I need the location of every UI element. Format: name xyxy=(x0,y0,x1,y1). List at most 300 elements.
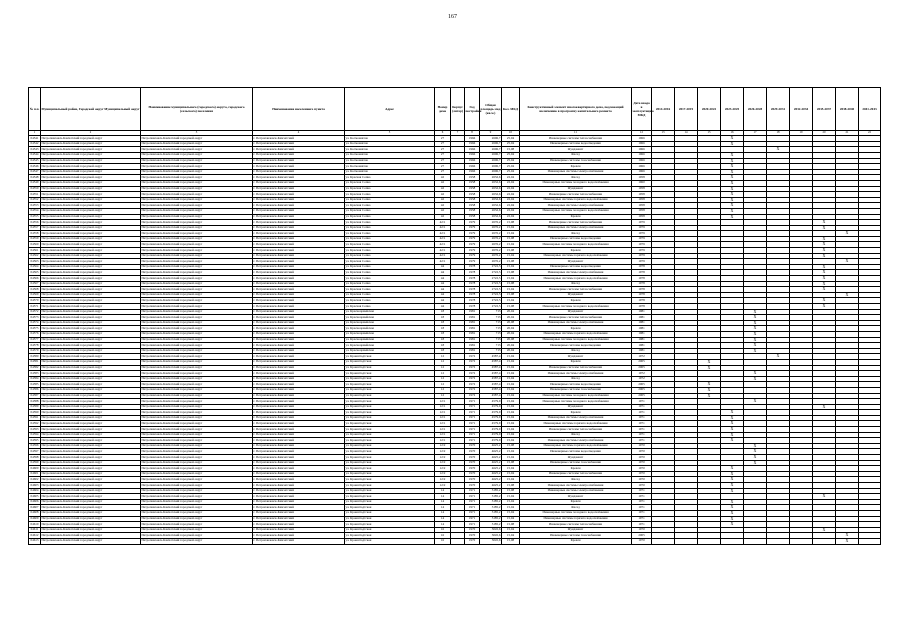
settlement-cell: Петропавловск-Камчатский городской округ xyxy=(141,208,253,214)
settlement-cell: Петропавловск-Камчатский городской округ xyxy=(141,164,253,170)
settlement-cell: Петропавловск-Камчатский городской округ xyxy=(141,315,253,321)
work-cell: Инженерные системы холодного водоснабжения xyxy=(520,393,632,399)
locality-cell: г. Петропавловск-Камчатский xyxy=(253,499,345,505)
header-work: Конструктивный элемент многоквартирного дома, подлежащий включению в программу капитального ремонта xyxy=(520,88,632,131)
locality-cell: г. Петропавловск-Камчатский xyxy=(253,175,345,181)
district-cell: Петропавловск-Камчатский городской округ xyxy=(41,438,141,444)
date-cell: 1971 xyxy=(632,421,652,427)
count-cell: 15,08 xyxy=(502,248,520,254)
locality-cell: г. Петропавловск-Камчатский xyxy=(253,147,345,153)
house-cell: 18 xyxy=(435,343,451,349)
settlement-cell: Петропавловск-Камчатский городской округ xyxy=(141,136,253,142)
area-cell: 2606,7 xyxy=(480,158,502,164)
year-cell: 1966 xyxy=(465,158,480,164)
date-cell: 1971 xyxy=(632,488,652,494)
area-cell: 4587,4 xyxy=(480,354,502,360)
row-number: 04585 xyxy=(29,382,41,388)
count-cell: 15,04 xyxy=(502,415,520,421)
area-cell: 2722,5 xyxy=(480,276,502,282)
street-cell: ул. Кронштадтская xyxy=(345,415,435,421)
street-cell: ул. Кронштадтская xyxy=(345,488,435,494)
work-cell: Фундамент xyxy=(520,292,632,298)
year-cell: 1971 xyxy=(465,438,480,444)
row-number: 04550 xyxy=(29,186,41,192)
period-mark-cell xyxy=(698,538,721,544)
year-cell: 1978 xyxy=(465,264,480,270)
house-cell: 12/1 xyxy=(435,410,451,416)
district-cell: Петропавловск-Камчатский городской округ xyxy=(41,499,141,505)
row-number: 04593 xyxy=(29,427,41,433)
date-cell: 2005 xyxy=(632,387,652,393)
work-cell: Фундамент xyxy=(520,186,632,192)
house-cell: 12/2 xyxy=(435,443,451,449)
date-cell: 1970 xyxy=(632,455,652,461)
date-cell: 1971 xyxy=(632,510,652,516)
period-mark: X xyxy=(730,509,734,515)
row-number: 04561 xyxy=(29,248,41,254)
period-mark-cell xyxy=(675,538,698,544)
row-number: 04602 xyxy=(29,477,41,483)
year-cell: 1978 xyxy=(465,292,480,298)
district-cell: Петропавловск-Камчатский городской округ xyxy=(41,186,141,192)
area-cell: 2606,7 xyxy=(480,152,502,158)
corpus-cell xyxy=(451,538,465,544)
date-cell: 1978 xyxy=(632,298,652,304)
house-cell: 12/1 xyxy=(435,404,451,410)
district-cell: Петропавловск-Камчатский городской округ xyxy=(41,242,141,248)
street-cell: ул. Космонавтов xyxy=(345,141,435,147)
year-cell: 1971 xyxy=(465,410,480,416)
district-cell: Петропавловск-Камчатский городской округ xyxy=(41,455,141,461)
area-cell: 2632,6 xyxy=(480,208,502,214)
count-cell: 15,04 xyxy=(502,499,520,505)
house-cell: 18 xyxy=(435,315,451,321)
house-cell: 42/1 xyxy=(435,253,451,259)
house-cell: 42/1 xyxy=(435,220,451,226)
street-cell: ул. Красная Сопка xyxy=(345,253,435,259)
period-mark: X xyxy=(753,342,757,348)
settlement-cell: Петропавловск-Камчатский городской округ xyxy=(141,264,253,270)
work-cell: Фундамент xyxy=(520,527,632,533)
period-mark: X xyxy=(730,437,734,443)
district-cell: Петропавловск-Камчатский городской округ xyxy=(41,404,141,410)
count-cell: 15,04 xyxy=(502,533,520,539)
area-cell: 2606,7 xyxy=(480,147,502,153)
locality-cell: г. Петропавловск-Камчатский xyxy=(253,276,345,282)
date-cell: 1979 xyxy=(632,220,652,226)
work-cell: Фасад xyxy=(520,348,632,354)
count-cell: 15,04 xyxy=(502,287,520,293)
settlement-cell: Петропавловск-Камчатский городской округ xyxy=(141,259,253,265)
date-cell: 1971 xyxy=(632,438,652,444)
period-mark: X xyxy=(753,459,757,465)
area-cell: 4579,9 xyxy=(480,404,502,410)
period-mark: X xyxy=(730,168,734,174)
date-cell: 1970 xyxy=(632,477,652,483)
locality-cell: г. Петропавловск-Камчатский xyxy=(253,231,345,237)
house-cell: 42 xyxy=(435,192,451,198)
work-cell: Инженерные системы водоотведения xyxy=(520,141,632,147)
date-cell: 1970 xyxy=(632,471,652,477)
count-cell: 15,08 xyxy=(502,460,520,466)
period-mark-cell xyxy=(790,538,813,544)
year-cell: 1970 xyxy=(465,538,480,544)
street-cell: ул. Космонавтов xyxy=(345,158,435,164)
locality-cell: г. Петропавловск-Камчатский xyxy=(253,253,345,259)
house-cell: 27 xyxy=(435,152,451,158)
header-date: Дата ввода в эксплуатацию МКД xyxy=(632,88,652,131)
district-cell: Петропавловск-Камчатский городской округ xyxy=(41,236,141,242)
work-cell: Кровля xyxy=(520,466,632,472)
year-cell: 1978 xyxy=(465,270,480,276)
year-cell: 1979 xyxy=(465,225,480,231)
count-cell: 15,04 xyxy=(502,471,520,477)
period-mark: X xyxy=(822,303,826,308)
count-cell: 15,08 xyxy=(502,147,520,153)
work-cell: Инженерные системы водоотведения xyxy=(520,449,632,455)
locality-cell: г. Петропавловск-Камчатский xyxy=(253,471,345,477)
period-mark: X xyxy=(753,325,757,331)
count-cell: 25,04 xyxy=(502,136,520,142)
column-number: 21 xyxy=(836,131,859,136)
row-number: 04542 xyxy=(29,141,41,147)
year-cell: 1971 xyxy=(465,499,480,505)
row-number: 04589 xyxy=(29,404,41,410)
settlement-cell: Петропавловск-Камчатский городской округ xyxy=(141,180,253,186)
row-number: 04609 xyxy=(29,516,41,522)
year-cell: 1970 xyxy=(465,483,480,489)
date-cell: 1966 xyxy=(632,158,652,164)
header-address: Адрес xyxy=(345,88,435,131)
district-cell: Петропавловск-Камчатский городской округ xyxy=(41,292,141,298)
area-cell: 2632,6 xyxy=(480,186,502,192)
district-cell: Петропавловск-Камчатский городской округ xyxy=(41,192,141,198)
district-cell: Петропавловск-Камчатский городской округ xyxy=(41,164,141,170)
house-cell: 12 xyxy=(435,365,451,371)
year-cell: 1966 xyxy=(465,136,480,142)
locality-cell: г. Петропавловск-Камчатский xyxy=(253,164,345,170)
period-mark: X xyxy=(730,431,734,437)
row-number: 04571 xyxy=(29,304,41,310)
date-cell: 1970 xyxy=(632,449,652,455)
district-cell: Петропавловск-Камчатский городской округ xyxy=(41,220,141,226)
period-mark: X xyxy=(730,521,734,527)
column-number: 7 xyxy=(451,131,465,136)
date-cell: 1978 xyxy=(632,281,652,287)
count-cell: 22,04 xyxy=(502,186,520,192)
area-cell: 4587,4 xyxy=(480,382,502,388)
street-cell: ул. Красная Сопка xyxy=(345,281,435,287)
area-cell: 3185,2 xyxy=(480,510,502,516)
period-mark: X xyxy=(753,454,757,460)
year-cell: 1970 xyxy=(465,527,480,533)
count-cell: 20,08 xyxy=(502,320,520,326)
count-cell: 15,04 xyxy=(502,399,520,405)
period-mark: X xyxy=(730,151,734,157)
settlement-cell: Петропавловск-Камчатский городской округ xyxy=(141,147,253,153)
table-header xyxy=(29,88,881,136)
column-number: 19 xyxy=(790,131,813,136)
locality-cell: г. Петропавловск-Камчатский xyxy=(253,443,345,449)
work-cell: Кровля xyxy=(520,214,632,220)
settlement-cell: Петропавловск-Камчатский городской округ xyxy=(141,371,253,377)
work-cell: Фундамент xyxy=(520,147,632,153)
row-number: 04555 xyxy=(29,214,41,220)
row-number: 04601 xyxy=(29,471,41,477)
house-cell: 44 xyxy=(435,276,451,282)
district-cell: Петропавловск-Камчатский городской округ xyxy=(41,180,141,186)
district-cell: Петропавловск-Камчатский городской округ xyxy=(41,304,141,310)
area-cell: 4587,4 xyxy=(480,387,502,393)
period-mark: X xyxy=(730,482,734,487)
work-cell: Кровля xyxy=(520,164,632,170)
row-number: 04567 xyxy=(29,281,41,287)
locality-cell: г. Петропавловск-Камчатский xyxy=(253,410,345,416)
area-cell: 4587,4 xyxy=(480,365,502,371)
street-cell: ул. Красноармейская xyxy=(345,309,435,315)
row-number: 04576 xyxy=(29,331,41,337)
street-cell: ул. Кронштадтская xyxy=(345,371,435,377)
date-cell: 1958 xyxy=(632,186,652,192)
row-number: 04608 xyxy=(29,510,41,516)
locality-cell: г. Петропавловск-Камчатский xyxy=(253,158,345,164)
count-cell: 15,04 xyxy=(502,510,520,516)
year-cell: 1979 xyxy=(465,220,480,226)
settlement-cell: Петропавловск-Камчатский городской округ xyxy=(141,533,253,539)
year-cell: 1972 xyxy=(465,387,480,393)
count-cell: 25,04 xyxy=(502,152,520,158)
row-number: 04582 xyxy=(29,365,41,371)
work-cell: Инженерные системы газоснабжения xyxy=(520,158,632,164)
street-cell: ул. Красная Сопка xyxy=(345,175,435,181)
year-cell: 1978 xyxy=(465,287,480,293)
locality-cell: г. Петропавловск-Камчатский xyxy=(253,494,345,500)
settlement-cell: Петропавловск-Камчатский городской округ xyxy=(141,483,253,489)
locality-cell: г. Петропавловск-Камчатский xyxy=(253,455,345,461)
date-cell: 1971 xyxy=(632,516,652,522)
count-cell: 15,08 xyxy=(502,538,520,544)
period-mark: X xyxy=(845,230,849,236)
area-cell: 2722,5 xyxy=(480,287,502,293)
area-cell: 4579,9 xyxy=(480,415,502,421)
district-cell: Петропавловск-Камчатский городской округ xyxy=(41,510,141,516)
year-cell: 1971 xyxy=(465,427,480,433)
column-number: 10 xyxy=(502,131,520,136)
row-number: 04598 xyxy=(29,455,41,461)
locality-cell: г. Петропавловск-Камчатский xyxy=(253,259,345,265)
work-cell: Фасад xyxy=(520,505,632,511)
work-cell: Кровля xyxy=(520,410,632,416)
year-cell: 1972 xyxy=(465,354,480,360)
district-cell: Петропавловск-Камчатский городской округ xyxy=(41,471,141,477)
settlement-cell: Петропавловск-Камчатский городской округ xyxy=(141,158,253,164)
locality-cell: г. Петропавловск-Камчатский xyxy=(253,488,345,494)
street-cell: ул. Красноармейская xyxy=(345,343,435,349)
district-cell: Петропавловск-Камчатский городской округ xyxy=(41,477,141,483)
period-mark: X xyxy=(753,442,757,448)
house-cell: 27 xyxy=(435,141,451,147)
locality-cell: г. Петропавловск-Камчатский xyxy=(253,359,345,365)
date-cell: 1970 xyxy=(632,527,652,533)
house-cell: 27 xyxy=(435,164,451,170)
date-cell: 1966 xyxy=(632,136,652,142)
period-mark-cell xyxy=(813,538,836,544)
column-number: 6 xyxy=(435,131,451,136)
date-cell: 1958 xyxy=(632,214,652,220)
period-mark: X xyxy=(753,336,757,342)
row-number: 04544 xyxy=(29,152,41,158)
year-cell: 1966 xyxy=(465,164,480,170)
work-cell: Инженерные системы холодного водоснабжения xyxy=(520,399,632,405)
row-number: 04580 xyxy=(29,354,41,360)
house-cell: 42/1 xyxy=(435,236,451,242)
row-number: 04591 xyxy=(29,415,41,421)
year-cell: 1978 xyxy=(465,304,480,310)
row-number: 04611 xyxy=(29,527,41,533)
date-cell: 1960 xyxy=(632,180,652,186)
district-cell: Петропавловск-Камчатский городской округ xyxy=(41,410,141,416)
settlement-cell: Петропавловск-Камчатский городской округ xyxy=(141,432,253,438)
count-cell: 22,04 xyxy=(502,175,520,181)
year-cell: 1958 xyxy=(465,203,480,209)
count-cell: 20,04 xyxy=(502,315,520,321)
column-number: 12 xyxy=(632,131,652,136)
house-cell: 42/1 xyxy=(435,248,451,254)
date-cell: 1970 xyxy=(632,538,652,544)
count-cell: 15,04 xyxy=(502,455,520,461)
street-cell: ул. Кронштадтская xyxy=(345,510,435,516)
street-cell: ул. Красная Сопка xyxy=(345,248,435,254)
area-cell: 2722,5 xyxy=(480,304,502,310)
locality-cell: г. Петропавловск-Камчатский xyxy=(253,343,345,349)
row-number: 04596 xyxy=(29,443,41,449)
period-mark: X xyxy=(730,498,734,504)
date-cell: 1970 xyxy=(632,443,652,449)
house-cell: 42 xyxy=(435,180,451,186)
area-cell: 4579,9 xyxy=(480,427,502,433)
locality-cell: г. Петропавловск-Камчатский xyxy=(253,354,345,360)
header-settlement: Наименование муниципального (городского) округа, городского (сельского) поселения xyxy=(141,88,253,131)
period-mark-cell xyxy=(744,538,767,544)
year-cell: 1981 xyxy=(465,331,480,337)
row-number: 04613 xyxy=(29,538,41,544)
house-cell: 18 xyxy=(435,309,451,315)
district-cell: Петропавловск-Камчатский городской округ xyxy=(41,371,141,377)
column-number: 14 xyxy=(675,131,698,136)
year-cell: 1970 xyxy=(465,460,480,466)
year-cell: 1972 xyxy=(465,376,480,382)
street-cell: ул. Красная Сопка xyxy=(345,242,435,248)
work-cell: Инженерные системы электроснабжения xyxy=(520,371,632,377)
locality-cell: г. Петропавловск-Камчатский xyxy=(253,387,345,393)
street-cell: ул. Красная Сопка xyxy=(345,259,435,265)
date-cell: 1979 xyxy=(632,253,652,259)
house-cell: 42/1 xyxy=(435,231,451,237)
count-cell: 15,04 xyxy=(502,387,520,393)
area-cell: 2676,2 xyxy=(480,236,502,242)
period-mark: X xyxy=(822,493,826,499)
count-cell: 15,08 xyxy=(502,304,520,310)
period-mark: X xyxy=(730,426,734,432)
year-cell: 1971 xyxy=(465,404,480,410)
work-cell: Инженерные системы теплоснабжения xyxy=(520,136,632,142)
house-cell: 18 xyxy=(435,348,451,354)
street-cell: ул. Кронштадтская xyxy=(345,443,435,449)
period-mark: X xyxy=(822,297,826,303)
row-number: 04563 xyxy=(29,259,41,265)
period-mark: X xyxy=(822,403,826,409)
settlement-cell: Петропавловск-Камчатский городской округ xyxy=(141,220,253,226)
date-cell: 2005 xyxy=(632,359,652,365)
house-cell: 42/1 xyxy=(435,225,451,231)
date-cell: 1978 xyxy=(632,270,652,276)
house-cell: 14 xyxy=(435,516,451,522)
date-cell: 2005 xyxy=(632,365,652,371)
area-cell: 3045,6 xyxy=(480,527,502,533)
count-cell: 22,04 xyxy=(502,214,520,220)
area-cell: 2722,5 xyxy=(480,298,502,304)
street-cell: ул. Космонавтов xyxy=(345,136,435,142)
settlement-cell: Петропавловск-Камчатский городской округ xyxy=(141,320,253,326)
table-row xyxy=(29,538,881,544)
column-number: 17 xyxy=(744,131,767,136)
locality-cell: г. Петропавловск-Камчатский xyxy=(253,203,345,209)
work-cell: Кровля xyxy=(520,359,632,365)
area-cell: 2722,5 xyxy=(480,292,502,298)
work-cell: Фасад xyxy=(520,175,632,181)
year-cell: 1958 xyxy=(465,180,480,186)
row-number: 04566 xyxy=(29,276,41,282)
date-cell: 1966 xyxy=(632,164,652,170)
work-cell: Фасад xyxy=(520,477,632,483)
period-mark: X xyxy=(822,263,826,269)
period-mark-cell xyxy=(767,538,790,544)
area-cell: 4625,2 xyxy=(480,443,502,449)
date-cell: 2005 xyxy=(632,533,652,539)
column-number: 4 xyxy=(253,131,345,136)
house-cell: 18 xyxy=(435,326,451,332)
locality-cell: г. Петропавловск-Камчатский xyxy=(253,264,345,270)
column-number: 13 xyxy=(652,131,675,136)
work-cell: Инженерные системы электроснабжения xyxy=(520,203,632,209)
year-cell: 1971 xyxy=(465,432,480,438)
date-cell: 1958 xyxy=(632,175,652,181)
area-cell: 2722,5 xyxy=(480,264,502,270)
settlement-cell: Петропавловск-Камчатский городской округ xyxy=(141,359,253,365)
date-cell: 1966 xyxy=(632,147,652,153)
row-number: 04547 xyxy=(29,169,41,175)
house-cell: 14 xyxy=(435,522,451,528)
column-number: 2 xyxy=(41,131,141,136)
count-cell: 15,08 xyxy=(502,220,520,226)
locality-cell: г. Петропавловск-Камчатский xyxy=(253,208,345,214)
district-cell: Петропавловск-Камчатский городской округ xyxy=(41,158,141,164)
count-cell: 15,04 xyxy=(502,393,520,399)
settlement-cell: Петропавловск-Камчатский городской округ xyxy=(141,449,253,455)
street-cell: ул. Кронштадтская xyxy=(345,410,435,416)
district-cell: Петропавловск-Камчатский городской округ xyxy=(41,533,141,539)
locality-cell: г. Петропавловск-Камчатский xyxy=(253,516,345,522)
count-cell: 15,08 xyxy=(502,236,520,242)
locality-cell: г. Петропавловск-Камчатский xyxy=(253,180,345,186)
district-cell: Петропавловск-Камчатский городской округ xyxy=(41,483,141,489)
district-cell: Петропавловск-Камчатский городской округ xyxy=(41,399,141,405)
settlement-cell: Петропавловск-Камчатский городской округ xyxy=(141,410,253,416)
district-cell: Петропавловск-Камчатский городской округ xyxy=(41,393,141,399)
house-cell: 12/2 xyxy=(435,455,451,461)
period-mark: X xyxy=(845,258,849,264)
street-cell: ул. Кронштадтская xyxy=(345,376,435,382)
